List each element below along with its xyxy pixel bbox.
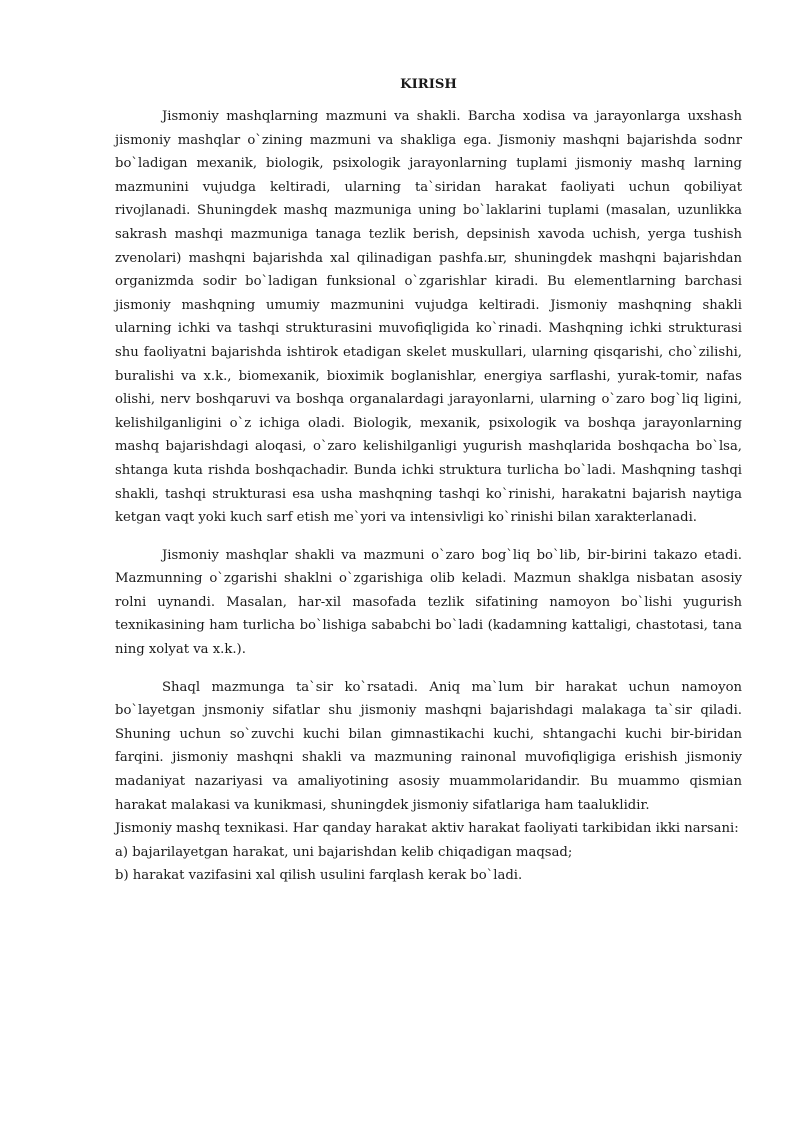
document-body [115,68,742,888]
list-item-b: b) harakat vazifasini xal qilish usulini farqlash kerak bo`ladi. [115,868,523,884]
document-title: KIRISH [400,77,457,92]
paragraph-1: Jismoniy mashqlarning mazmuni va shakli. Barcha xodisa va jarayonlarga uxshash jismoniy mashqlar o`zining mazmuni va shakliga ega. Jismoniy mashqni bajarishda sodnr bo`ladigan mexanik, biologik, psixologik jarayonlarning tuplami jismoniy mashq larning mazmunini vujudga keltiradi, ularning ta`siridan harakat faoliyati uchun qobiliyat rivojlanadi. Shuningdek mashq mazmuniga uning bo`laklarini tuplami (masalan, uzunlikka sakrash mashqi mazmuniga tanaga tezlik berish, depsinish xavoda uchish, yerga tushish zvenolari) mashqni bajarishda xal qilinadigan pashfa.ыr, shuningdek mashqni bajarishdan organizmda sodir bo`ladigan funksional o`zgarishlar kiradi. Bu elementlarning barchasi jismoniy mashqning umumiy mazmunini vujudga keltiradi. Jismoniy mashqning shakli ularning ichki va tashqi strukturasini muvofiqligida ko`rinadi. Mashqning ichki strukturasi shu faoliyatni bajarishda ishtirok etadigan skelet muskullari, ularning qisqarishi, cho`zilishi, buralishi va x.k., biomexanik, bioximik boglanishlar, energiya sarflashi, yurak-tomir, nafas olishi, nerv boshqaruvi va boshqa organalardagi jarayonlarni, ularning o`zaro bog`liq ligini, kelishilganligini o`z ichiga oladi. Biologik, mexanik, psixologik va boshqa jarayonlarning mashq bajarishdagi aloqasi, o`zaro kelishilganligi yugurish mashqlarida boshqacha bo`lsa, shtanga kuta rishda boshqachadir. Bunda ichki struktura turlicha bo`ladi. Mashqning tashqi shakli, tashqi strukturasi esa usha mashqning tashqi ko`rinishi, harakatni bajarish naytiga ketgan vaqt yoki kuch sarf etish me`yori va intensivligi ko`rinishi bilan xarakterlanadi. [115,109,742,526]
paragraph-2: Jismoniy mashqlar shakli va mazmuni o`zaro bog`liq bo`lib, bir-birini takazo etadi. Mazmunning o`zgarishi shaklni o`zgarishiga olib keladi. Mazmun shaklga nisbatan asosiy rolni uynandi. Masalan, har-xil masofada tezlik sifatining namoyon bo`lishi yugurish texnikasining ham turlicha bo`lishiga sababchi bo`ladi (kadamning kattaligi, chastotasi, tana ning xolyat va x.k.). [115,547,742,658]
list-item-a: a) bajarilayetgan harakat, uni bajarishdan kelib chiqadigan maqsad; [115,844,573,860]
paragraph-3: Shaql mazmunga ta`sir ko`rsatadi. Aniq ma`lum bir harakat uchun namoyon bo`layetgan jnsmoniy sifatlar shu jismoniy mashqni bajarishdagi malakaga ta`sir qiladi. Shuning uchun so`zuvchi kuchi bilan gimnastikachi kuchi, shtangachi kuchi bir-biridan farqini. jismoniy mashqni shakli va mazmuning rainonal muvofiqligiga erishish jismoniy madaniyat nazariyasi va amaliyotining asosiy muammolaridandir. Bu muammo qismian harakat malakasi va kunikmasi, shuningdek jismoniy sifatlariga ham taaluklidir. [115,679,742,813]
text-line-technique: Jismoniy mashq texnikasi. Har qanday harakat aktiv harakat faoliyati tarkibidan ikki narsani: [115,821,739,837]
